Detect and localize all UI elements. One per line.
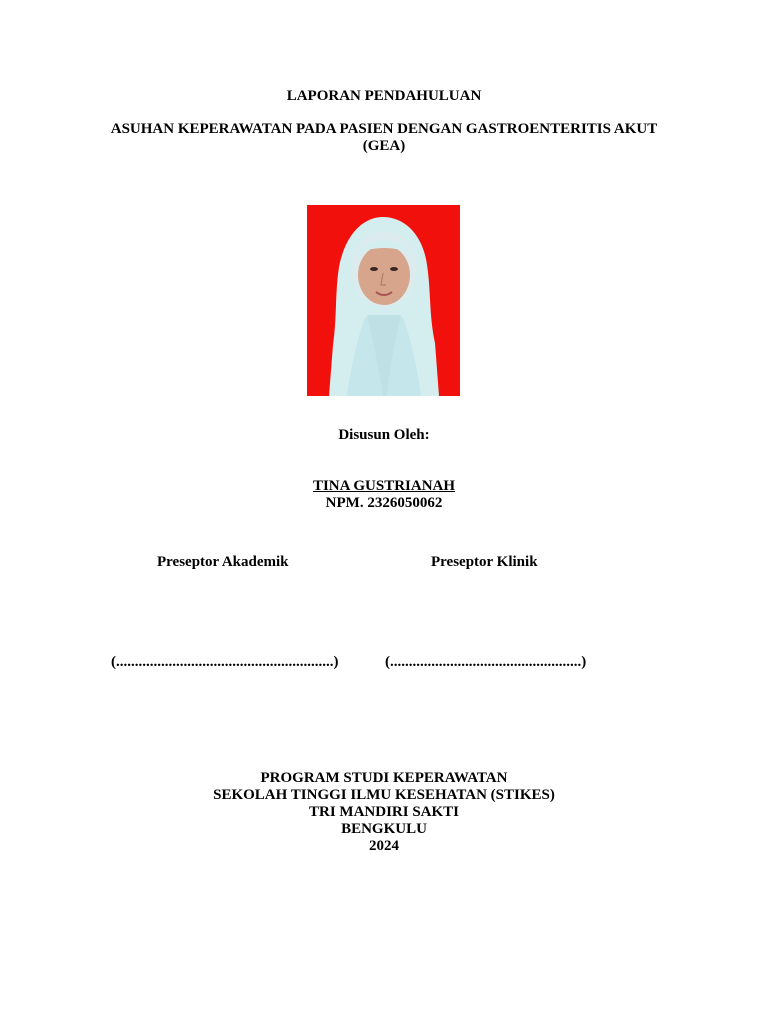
- academic-preceptor-label: Preseptor Akademik: [157, 554, 289, 570]
- author-name: TINA GUSTRIANAH: [312, 478, 456, 494]
- report-year: 2024: [369, 838, 399, 854]
- report-title-line1: ASUHAN KEPERAWATAN PADA PASIEN DENGAN GASTROENTERITIS AKUT: [110, 121, 658, 137]
- author-portrait-image: [307, 205, 460, 396]
- school-name: SEKOLAH TINGGI ILMU KESEHATAN (STIKES): [213, 787, 555, 803]
- prepared-by-label: Disusun Oleh:: [338, 427, 430, 443]
- report-type-heading: LAPORAN PENDAHULUAN: [286, 88, 482, 104]
- institution-name: TRI MANDIRI SAKTI: [308, 804, 460, 820]
- report-title-line2: (GEA): [362, 138, 406, 154]
- city-name: BENGKULU: [341, 821, 427, 837]
- author-npm: NPM. 2326050062: [325, 495, 443, 511]
- clinic-signature-line: (...................................................): [385, 654, 587, 670]
- study-program: PROGRAM STUDI KEPERAWATAN: [260, 770, 508, 786]
- academic-signature-line: (..........................................................): [111, 654, 339, 670]
- clinic-preceptor-label: Preseptor Klinik: [431, 554, 538, 570]
- author-photo: [307, 205, 460, 396]
